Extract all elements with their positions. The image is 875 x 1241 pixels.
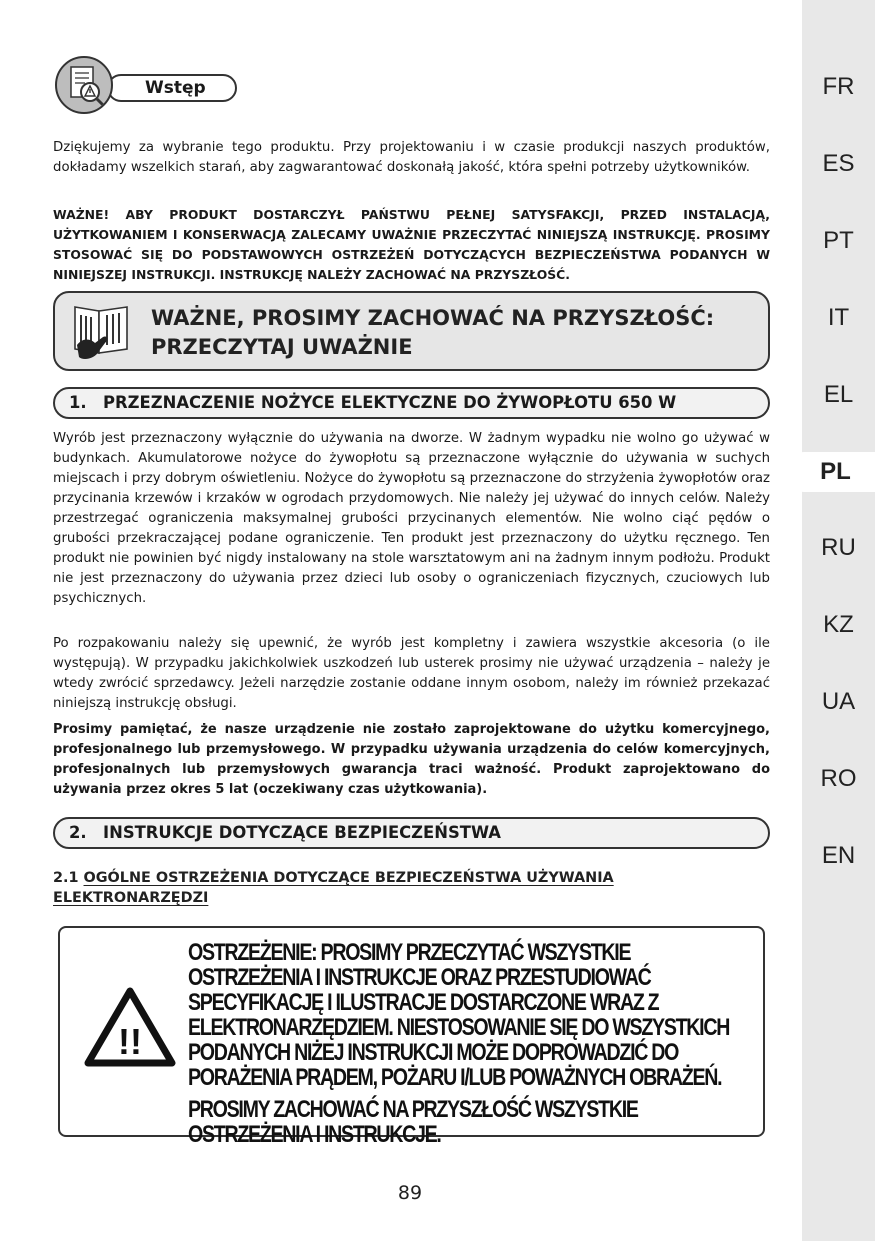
language-tab-kz[interactable]: KZ xyxy=(823,611,854,638)
warning-text-2: PROSIMY ZACHOWAĆ NA PRZYSZŁOŚĆ WSZYSTKIE OSTRZEŻENIA I INSTRUKCJE. xyxy=(188,1096,638,1148)
section-1-paragraph-1: Wyrób jest przeznaczony wyłącznie do używania na dworze. W żadnym wypadku nie wolno go używać w budynkach. Akumulatorowe nożyce do żywopłotu są przeznaczone wyłącznie do używania w suchych miejscach i przy dobrym oświetleniu. Nożyce do żywopłotu są przeznaczone do strzyżenia żywopłotów oraz przycinania krzewów i krzaków w ogrodach przydomowych. Nie należy jej używać do innych celów. Należy przestrzegać ograniczenia maksymalnej grubości przycinanych elementów. Nie wolno ciąć pędów o grubości przekraczającej podane ograniczenie. Ten produkt jest przeznaczony do użytku ręcznego. Ten produkt nie powinien być nigdy instalowany na stole warsztatowym ani na żadnym innym podłożu. Produkt nie jest przeznaczony do używania przez dzieci lub osoby o ograniczeniach fizycznych, czuciowych lub psychicznych. xyxy=(53,431,770,606)
page-number: 89 xyxy=(397,1182,423,1204)
language-tab-el[interactable]: EL xyxy=(823,381,854,408)
read-manual-icon xyxy=(69,301,137,363)
warning-box xyxy=(58,926,765,1148)
section-1-paragraph-2: Po rozpakowaniu należy się upewnić, że wyrób jest kompletny i zawiera wszystkie akcesoria (o ile występują). W przypadku jakichkolwiek uszkodzeń lub usterek prosimy nie używać urządzenia – należy je wtedy zwrócić sprzedawcy. Jeżeli narzędzie zostanie oddane innym osobom, należy im również przekazać niniejszą instrukcję obsługi. xyxy=(53,636,770,711)
language-tab-pl[interactable]: PL xyxy=(796,452,875,492)
language-tab-ua[interactable]: UA xyxy=(821,688,856,715)
section-2-heading xyxy=(53,817,770,849)
important-line-2: PRZECZYTAJ UWAŻNIE xyxy=(151,335,413,359)
section-1-number: 1. xyxy=(69,393,87,412)
section-2-1-title-line-1: OGÓLNE OSTRZEŻENIA DOTYCZĄCE BEZPIECZEŃSTWA UŻYWANIA xyxy=(83,870,614,886)
warning-icon-text: !! xyxy=(118,1021,142,1062)
important-box xyxy=(53,291,770,371)
language-tab-fr[interactable]: FR xyxy=(822,73,855,100)
intro-header xyxy=(55,56,245,116)
section-2-title: INSTRUKCJE DOTYCZĄCE BEZPIECZEŃSTWA xyxy=(103,823,501,842)
intro-text: Dziękujemy za wybranie tego produktu. Przy projektowaniu i w czasie produkcji naszych produktów, dokładamy wszelkich starań, aby zagwarantować doskonałą jakość, która spełni potrzeby użytkowników. xyxy=(53,140,770,175)
section-1-title: PRZEZNACZENIE NOŻYCE ELEKTYCZNE DO ŻYWOPŁOTU 650 W xyxy=(103,393,677,412)
section-1-heading xyxy=(53,387,770,419)
intro-title: Wstęp xyxy=(107,74,237,102)
document-warning-icon xyxy=(55,56,113,114)
warning-text-1: OSTRZEŻENIE: PROSIMY PRZECZYTAĆ WSZYSTKIE OSTRZEŻENIA I INSTRUKCJE ORAZ PRZESTUDIOWAĆ SPECYFIKACJĘ I ILUSTRACJE DOSTARCZONE WRAZ Z ELEKTRONARZĘDZIEM. NIESTOSOWANIE SIĘ DO WSZYSTKICH PODANYCH NIŻEJ INSTRUKCJI MOŻE DOPROWADZIĆ DO PORAŻENIA PRĄDEM, POŻARU I/LUB POWAŻNYCH OBRAŻEŃ. xyxy=(188,939,730,1091)
language-tab-ru[interactable]: RU xyxy=(821,534,856,561)
language-tab-pt[interactable]: PT xyxy=(823,227,854,254)
warning-text xyxy=(188,940,753,1154)
important-text xyxy=(151,304,714,362)
section-2-1-title-line-2: ELEKTRONARZĘDZI xyxy=(53,890,209,906)
section-2-1-heading xyxy=(53,868,614,908)
language-tab-it[interactable]: IT xyxy=(827,304,850,331)
intro-notice: WAŻNE! ABY PRODUKT DOSTARCZYŁ PAŃSTWU PEŁNEJ SATYSFAKCJI, PRZED INSTALACJĄ, UŻYTKOWANIEM I KONSERWACJĄ ZALECAMY UWAŻNIE PRZECZYTAĆ NINIEJSZĄ INSTRUKCJĘ. PROSIMY STOSOWAĆ SIĘ DO PODSTAWOWYCH OSTRZEŻEŃ DOTYCZĄCYCH BEZPIECZEŃSTWA PODANYCH W NINIEJSZEJ INSTRUKCJI. INSTRUKCJĘ NALEŻY ZACHOWAĆ NA PRZYSZŁOŚĆ. xyxy=(53,207,770,282)
language-sidebar xyxy=(802,0,875,1241)
section-2-number: 2. xyxy=(69,823,87,842)
section-2-1-number: 2.1 xyxy=(53,870,79,886)
section-1-paragraph-3: Prosimy pamiętać, że nasze urządzenie nie zostało zaprojektowane do użytku komercyjnego, profesjonalnego lub przemysłowego. W przypadku używania urządzenia do celów komercyjnych, profesjonalnych lub przemysłowych gwarancja traci ważność. Produkt zaprojektowano do używania przez okres 5 lat (oczekiwany czas użytkowania). xyxy=(53,722,770,797)
language-tab-ro[interactable]: RO xyxy=(820,765,857,792)
language-tab-en[interactable]: EN xyxy=(821,842,856,869)
warning-triangle-icon xyxy=(84,986,176,1068)
important-line-1: WAŻNE, PROSIMY ZACHOWAĆ NA PRZYSZŁOŚĆ: xyxy=(151,306,715,330)
language-tab-es[interactable]: ES xyxy=(822,150,855,177)
